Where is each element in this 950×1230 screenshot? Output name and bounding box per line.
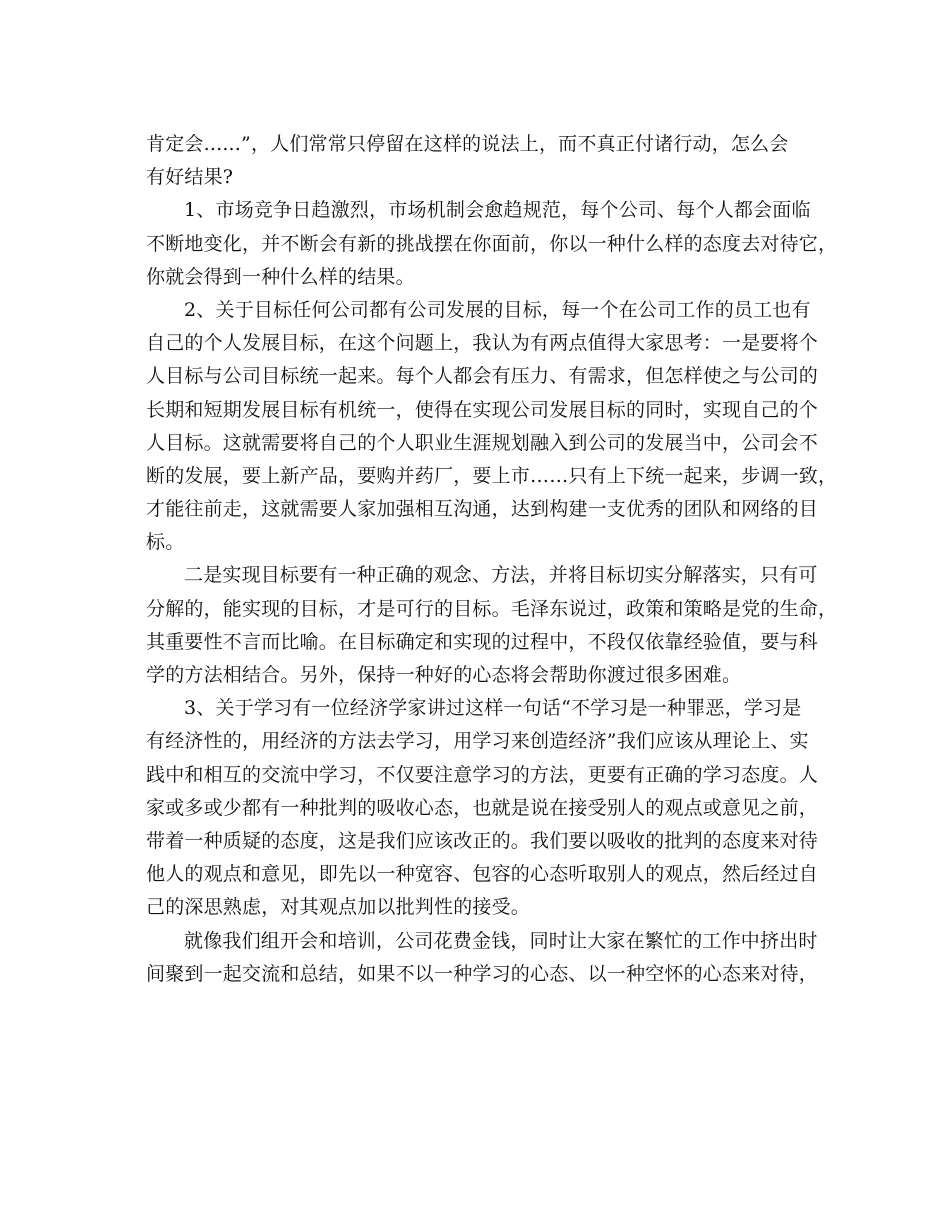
text-line: 自己的个人发展目标，在这个问题上，我认为有两点值得大家思考：一是要将个 [146, 332, 819, 355]
document-body [146, 128, 838, 991]
text-line: 才能往前走，这就需要人家加强相互沟通，达到构建一支优秀的团队和网络的目 [146, 498, 819, 521]
text-line: 1、市场竞争日趋激烈，市场机制会愈趋规范，每个公司、每个人都会面临 [184, 199, 811, 222]
text-line: 肯定会......”，人们常常只停留在这样的说法上，而不真正付诸行动，怎么会 [146, 133, 789, 155]
text-line: 人目标。这就需要将自己的个人职业生涯规划融入到公司的发展当中，公司会不 [146, 431, 819, 454]
text-line: 3、关于学习有一位经济学家讲过这样一句话“不学习是一种罪恶，学习是 [184, 697, 802, 720]
text-line: 学的方法相结合。另外，保持一种好的心态将会帮助你渡过很多困难。 [146, 664, 742, 686]
text-line: 他人的观点和意见，即先以一种宽容、包容的心态听取别人的观点，然后经过自 [146, 863, 819, 886]
text-line: 有经济性的，用经济的方法去学习，用学习来创造经济”我们应该从理论上、实 [146, 730, 809, 753]
text-line: 就像我们组开会和培训，公司花费金钱，同时让大家在繁忙的工作中挤出时 [184, 929, 818, 952]
text-line: 二是实现目标要有一种正确的观念、方法，并将目标切实分解落实，只有可 [184, 564, 818, 587]
text-line: 间聚到一起交流和总结，如果不以一种学习的心态、以一种空怀的心态来对待， [146, 962, 819, 985]
text-line: 分解的，能实现的目标，才是可行的目标。毛泽东说过，政策和策略是党的生命， [146, 597, 838, 620]
text-line: 不断地变化，并不断会有新的挑战摆在你面前，你以一种什么样的态度去对待它， [146, 232, 838, 255]
text-line: 己的深思熟虑，对其观点加以批判性的接受。 [146, 896, 531, 919]
text-line: 家或多或少都有一种批判的吸收心态，也就是说在接受别人的观点或意见之前， [146, 796, 819, 819]
text-line: 践中和相互的交流中学习，不仅要注意学习的方法，更要有正确的学习态度。人 [146, 763, 819, 786]
text-line: 其重要性不言而比喻。在目标确定和实现的过程中，不段仅依靠经验值，要与科 [146, 630, 819, 653]
text-line: 长期和短期发展目标有机统一，使得在实现公司发展目标的同时，实现自己的个 [146, 398, 819, 421]
text-line: 标。 [146, 531, 185, 554]
text-line: 人目标与公司目标统一起来。每个人都会有压力、有需求，但怎样使之与公司的 [146, 365, 819, 388]
text-line: 有好结果? [146, 166, 234, 189]
text-line: 断的发展，要上新产品，要购并药厂，要上市……只有上下统一起来，步调一致， [146, 464, 838, 487]
text-line: 你就会得到一种什么样的结果。 [146, 265, 415, 288]
text-line: 带着一种质疑的态度，这是我们应该改正的。我们要以吸收的批判的态度来对待 [146, 829, 819, 852]
text-line: 2、关于目标任何公司都有公司发展的目标，每一个在公司工作的员工也有 [184, 298, 811, 321]
